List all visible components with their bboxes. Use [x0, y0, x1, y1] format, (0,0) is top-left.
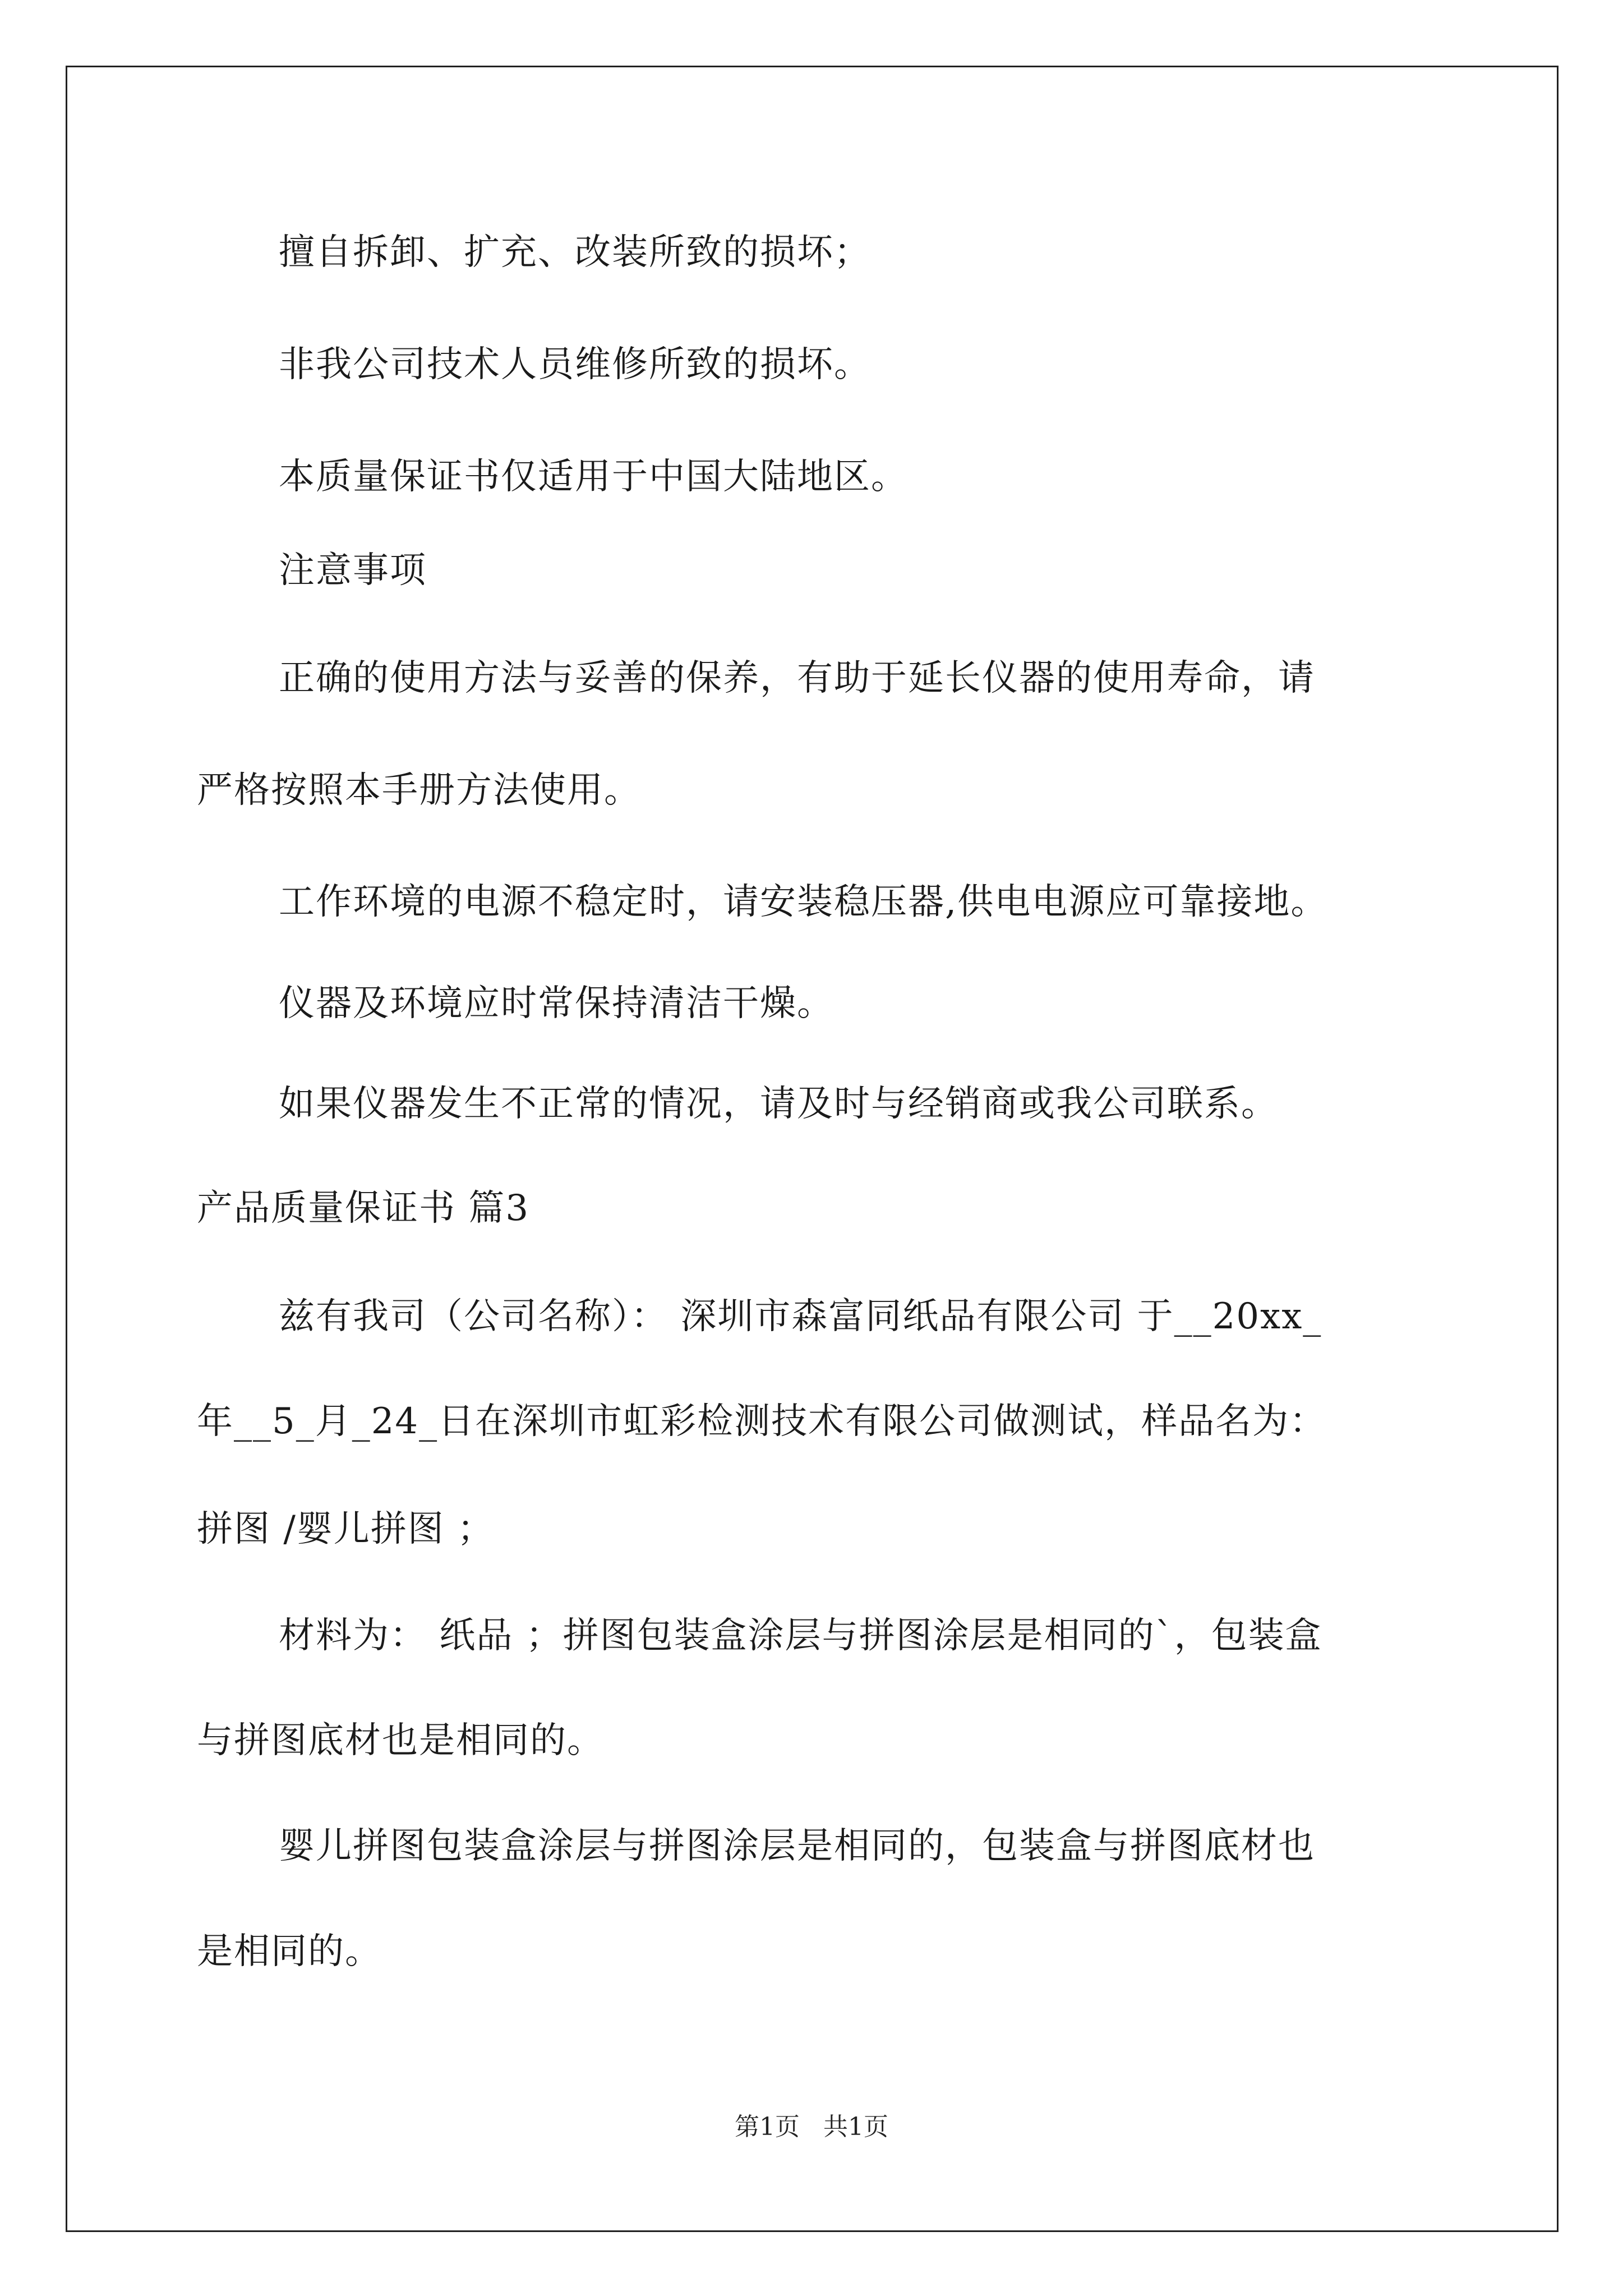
paragraph-line: 正确的使用方法与妥善的保养，有助于延长仪器的使用寿命，请 — [279, 657, 1315, 699]
paragraph-line: 兹有我司（公司名称）： 深圳市森富同纸品有限公司 于__20xx_ — [279, 1296, 1322, 1337]
paragraph-line: 非我公司技术人员维修所致的损坏。 — [279, 344, 871, 385]
section-title: 产品质量保证书 篇3 — [197, 1188, 530, 1229]
paragraph-line: 本质量保证书仅适用于中国大陆地区。 — [279, 456, 908, 498]
paragraph-line: 材料为： 纸品 ；拼图包装盒涂层与拼图涂层是相同的`，包装盒 — [279, 1615, 1322, 1657]
paragraph-line: 擅自拆卸、扩充、改装所致的损坏； — [279, 232, 871, 273]
page-border — [66, 66, 1559, 2232]
paragraph-line: 是相同的。 — [197, 1931, 382, 1972]
paragraph-line: 年__5_月_24_日在深圳市虹彩检测技术有限公司做测试，样品名为： — [197, 1401, 1327, 1442]
paragraph-line: 与拼图底材也是相同的。 — [197, 1720, 604, 1761]
paragraph-line: 拼图 /婴儿拼图 ； — [197, 1508, 495, 1550]
paragraph-line: 如果仪器发生不正常的情况，请及时与经销商或我公司联系。 — [279, 1083, 1278, 1125]
paragraph-line: 工作环境的电源不稳定时，请安装稳压器,供电电源应可靠接地。 — [279, 881, 1328, 923]
paragraph-line: 严格按照本手册方法使用。 — [197, 770, 641, 811]
paragraph-line: 婴儿拼图包装盒涂层与拼图涂层是相同的，包装盒与拼图底材也 — [279, 1825, 1315, 1867]
section-heading: 注意事项 — [279, 550, 427, 591]
paragraph-line: 仪器及环境应时常保持清洁干燥。 — [279, 983, 834, 1024]
page-number-footer: 第1页 共1页 — [735, 2113, 888, 2141]
